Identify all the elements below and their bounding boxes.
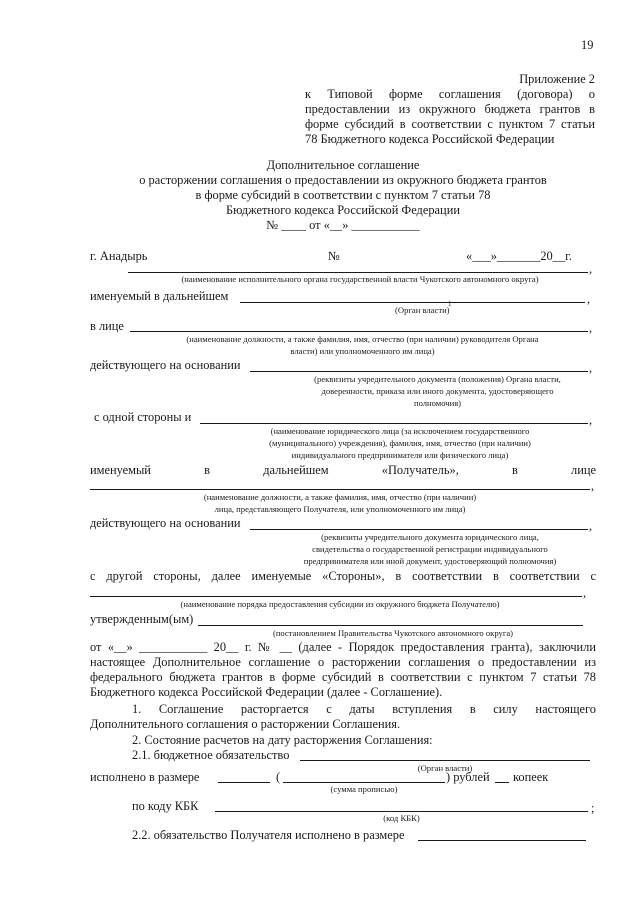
- clause-2: 2. Состояние расчетов на дату расторжения Соглашения:: [132, 733, 433, 747]
- semicolon: ;: [591, 801, 595, 815]
- hint-position: (наименование должности, а также фамилия, имя, отчество (при наличии) руководителя Органа: [186, 334, 539, 344]
- budget-obligation-field[interactable]: [300, 760, 590, 761]
- hint-rec-doc: предпринимателя или иной документ, удостоверяющий полномочия): [303, 556, 557, 566]
- comma: ,: [583, 586, 587, 600]
- hint-organ-2: (Орган власти): [417, 763, 473, 773]
- rubles-label: ) рублей: [446, 770, 490, 784]
- executed-label: исполнено в размере: [90, 770, 200, 784]
- amount-words-field[interactable]: [283, 782, 445, 783]
- hint-doc: доверенности, приказа или иного документа, удостоверяющего: [321, 386, 554, 396]
- appendix-line: форме субсидий в соответствии с пунктом 7 статьи: [305, 117, 595, 131]
- comma: ,: [587, 292, 591, 306]
- hint-doc: (реквизиты учредительного документа (положения) Органа власти,: [314, 374, 561, 384]
- in-person-label: в лице: [90, 319, 124, 333]
- hint-organ: (Орган власти): [395, 305, 450, 315]
- city: г. Анадырь: [90, 249, 148, 263]
- recipient-line: именуемый в дальнейшем «Получатель», в лице: [90, 463, 596, 477]
- hint-legal: (муниципального) учреждения), фамилия, имя, отчество (при наличии): [269, 438, 531, 448]
- doc-heading-line: в форме субсидий в соответствии с пунктом 7 статьи 78: [195, 188, 491, 202]
- comma: ,: [589, 413, 593, 427]
- agreement-number: №: [328, 249, 340, 263]
- clause-1: 1. Соглашение расторгается с даты вступления в силу настоящего: [132, 702, 596, 716]
- hint-kbk: (код КБК): [383, 813, 420, 823]
- hint-legal: (наименование юридического лица (за исключением государственного: [270, 426, 530, 436]
- hint-doc: полномочия): [413, 398, 462, 408]
- basis-field[interactable]: [250, 371, 588, 372]
- appendix-title: Приложение 2: [519, 72, 595, 86]
- amount-field[interactable]: [218, 782, 270, 783]
- clause-2-2: 2.2. обязательство Получателя исполнено в размере: [132, 828, 405, 842]
- acting-label-2: действующего на основании: [90, 516, 241, 530]
- doc-heading-line: о расторжении соглашения о предоставлении из окружного бюджета грантов: [139, 173, 547, 187]
- hint-position: власти) или уполномоченного им лица): [290, 346, 435, 356]
- hint-rec-pos: лица, представляющего Получателя, или уполномоченного им лица): [214, 504, 466, 514]
- other-side-line: с другой стороны, далее именуемые «Стороны», в соответствии в соответствии с: [90, 569, 596, 583]
- footnote-mark: 1: [448, 300, 452, 308]
- body-line: Бюджетного кодекса Российской Федерации (далее - Соглашение).: [90, 685, 443, 699]
- hint-words: (сумма прописью): [330, 784, 398, 794]
- authority-name-field[interactable]: [128, 272, 588, 273]
- procedure-field[interactable]: [90, 596, 582, 597]
- appendix-line: к Типовой форме соглашения (договора) о: [305, 87, 595, 101]
- appendix-line: предоставлении из окружного бюджета грантов в: [305, 102, 595, 116]
- kbk-field[interactable]: [215, 811, 588, 812]
- comma: ,: [591, 479, 595, 493]
- resolution-field[interactable]: [198, 625, 583, 626]
- comma: ,: [589, 361, 593, 375]
- doc-heading-line: Дополнительное соглашение: [266, 158, 420, 172]
- body-line: от «__» ___________ 20__ г. № __ (далее - Порядок предоставления гранта), заключили: [90, 640, 596, 654]
- recipient-obligation-field[interactable]: [418, 840, 586, 841]
- hint-rec-doc: свидетельства о государственной регистрации индивидуального: [312, 544, 548, 554]
- appendix-line: 78 Бюджетного кодекса Российской Федерации: [305, 132, 555, 146]
- one-side-label: с одной стороны и: [94, 410, 192, 424]
- approved-label: утвержденным(ым): [90, 612, 194, 626]
- comma: ,: [589, 262, 593, 276]
- clause-2-1: 2.1. бюджетное обязательство: [132, 748, 290, 762]
- agreement-date: «___»_______20__г.: [466, 249, 572, 263]
- recipient-position-field[interactable]: [90, 489, 590, 490]
- open-paren: (: [276, 770, 281, 784]
- kopecks-field[interactable]: [495, 782, 509, 783]
- kbk-label: по коду КБК: [132, 799, 199, 813]
- body-line: федерального бюджета грантов в форме субсидий в соответствии с пунктом 7 статьи 78: [90, 670, 596, 684]
- acting-label: действующего на основании: [90, 358, 241, 372]
- named-label: именуемый в дальнейшем: [90, 289, 229, 303]
- hint-authority: (наименование исполнительного органа государственной власти Чукотского автономного округа): [181, 274, 539, 284]
- body-line: настоящее Дополнительное соглашение о расторжении соглашения о предоставлении из: [90, 655, 596, 669]
- hint-rec-pos: (наименование должности, а также фамилия, имя, отчество (при наличии): [203, 492, 477, 502]
- position-field[interactable]: [130, 331, 588, 332]
- page-number: 19: [581, 38, 594, 52]
- recipient-basis-field[interactable]: [250, 529, 588, 530]
- kopecks-label: копеек: [513, 770, 549, 784]
- hint-rec-doc: (реквизиты учредительного документа юридического лица,: [321, 532, 539, 542]
- hint-procedure: (наименование порядка предоставления субсидии из окружного бюджета Получателю): [180, 599, 500, 609]
- hint-legal: индивидуального предпринимателя или физического лица): [291, 450, 509, 460]
- comma: ,: [589, 519, 593, 533]
- doc-heading-number: № ____ от «__» ___________: [266, 218, 420, 232]
- comma: ,: [589, 321, 593, 335]
- hint-resolution: (постановлением Правительства Чукотского автономного округа): [272, 628, 514, 638]
- legal-entity-field[interactable]: [200, 423, 588, 424]
- organ-field[interactable]: [240, 302, 585, 303]
- doc-heading-line: Бюджетного кодекса Российской Федерации: [226, 203, 460, 217]
- clause-1: Дополнительного соглашения о расторжении Соглашения.: [90, 717, 401, 731]
